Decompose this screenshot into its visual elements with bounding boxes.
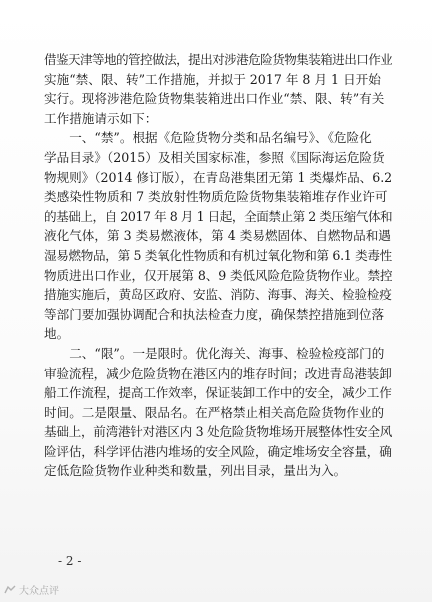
text-line: 二、“限”。一是限时。优化海关、海事、检验检疫部门的 (44, 345, 385, 361)
text-line: 船工作流程，提高工作效率，保证装卸工作中的安全，减少工作 (44, 385, 392, 401)
text-line: 借鉴天津等地的管控做法，提出对涉港危险货物集装箱进出口作业 (44, 52, 392, 67)
text-line: 类感染性物质和 7 类放射性物质危险货物集装箱堆存作业许可 (44, 189, 388, 205)
text-line: 定低危险货物作业种类和数量，列出目录，量出为入。 (44, 463, 347, 479)
text-line: 湿易燃物品，第 5 类氧化性物质和有机过氧化物和第 6.1 类毒性 (44, 247, 392, 263)
text-line: 时间。二是限量、限品名。在严格禁止相关高危险货物作业的 (44, 404, 385, 420)
document-body (44, 50, 392, 481)
text-line: 等部门要加强协调配合和执法检查力度，确保禁控措施到位落 (44, 306, 385, 322)
text-line: 液化气体，第 3 类易燃液体，第 4 类易燃固体、自燃物品和遇 (44, 228, 391, 244)
text-line: 工作措施请示如下： (44, 110, 158, 126)
text-line: 险评估，科学评估港内堆场的安全风险，确定堆场安全容量，确 (44, 443, 392, 459)
text-line: 实施“禁、限、转”工作措施，并拟于 2017 年 8 月 1 日开始 (44, 71, 381, 87)
watermark (4, 582, 59, 597)
watermark-text: 大众点评 (19, 586, 59, 597)
paragraph-limit (44, 344, 392, 481)
text-line: 物规则》（2014 修订版），在青岛港集团无第 1 类爆炸品、6.2 (44, 169, 392, 185)
text-line: 审验流程，减少危险货物在港区内的堆存时间；改进青岛港装卸 (44, 365, 392, 381)
text-line: 实行。现将涉港危险货物集装箱进出口作业“禁、限、转”有关 (44, 91, 385, 107)
text-line: 一、“禁”。根据《危险货物分类和品名编号》、《危险化 (44, 130, 372, 146)
text-line: 地。 (44, 326, 70, 342)
paragraph-prohibit (44, 128, 392, 344)
text-line: 措施实施后，黄岛区政府、安监、消防、海事、海关、检验检疫 (44, 287, 392, 303)
page-number: - 2 - (58, 554, 82, 568)
text-line: 学品目录》（2015）及相关国家标准，参照《国际海运危险货 (44, 149, 385, 165)
camera-logo-icon (4, 584, 16, 596)
text-line: 的基础上，自 2017 年 8 月 1 日起，全面禁止第 2 类压缩气体和 (44, 208, 392, 224)
text-line: 物质进出口作业，仅开展第 8、9 类低风险危险货物作业。禁控 (44, 267, 392, 283)
paragraph-intro (44, 50, 392, 128)
text-line: 基础上，前湾港针对港区内 3 处危险货物堆场开展整体性安全风 (44, 424, 392, 440)
